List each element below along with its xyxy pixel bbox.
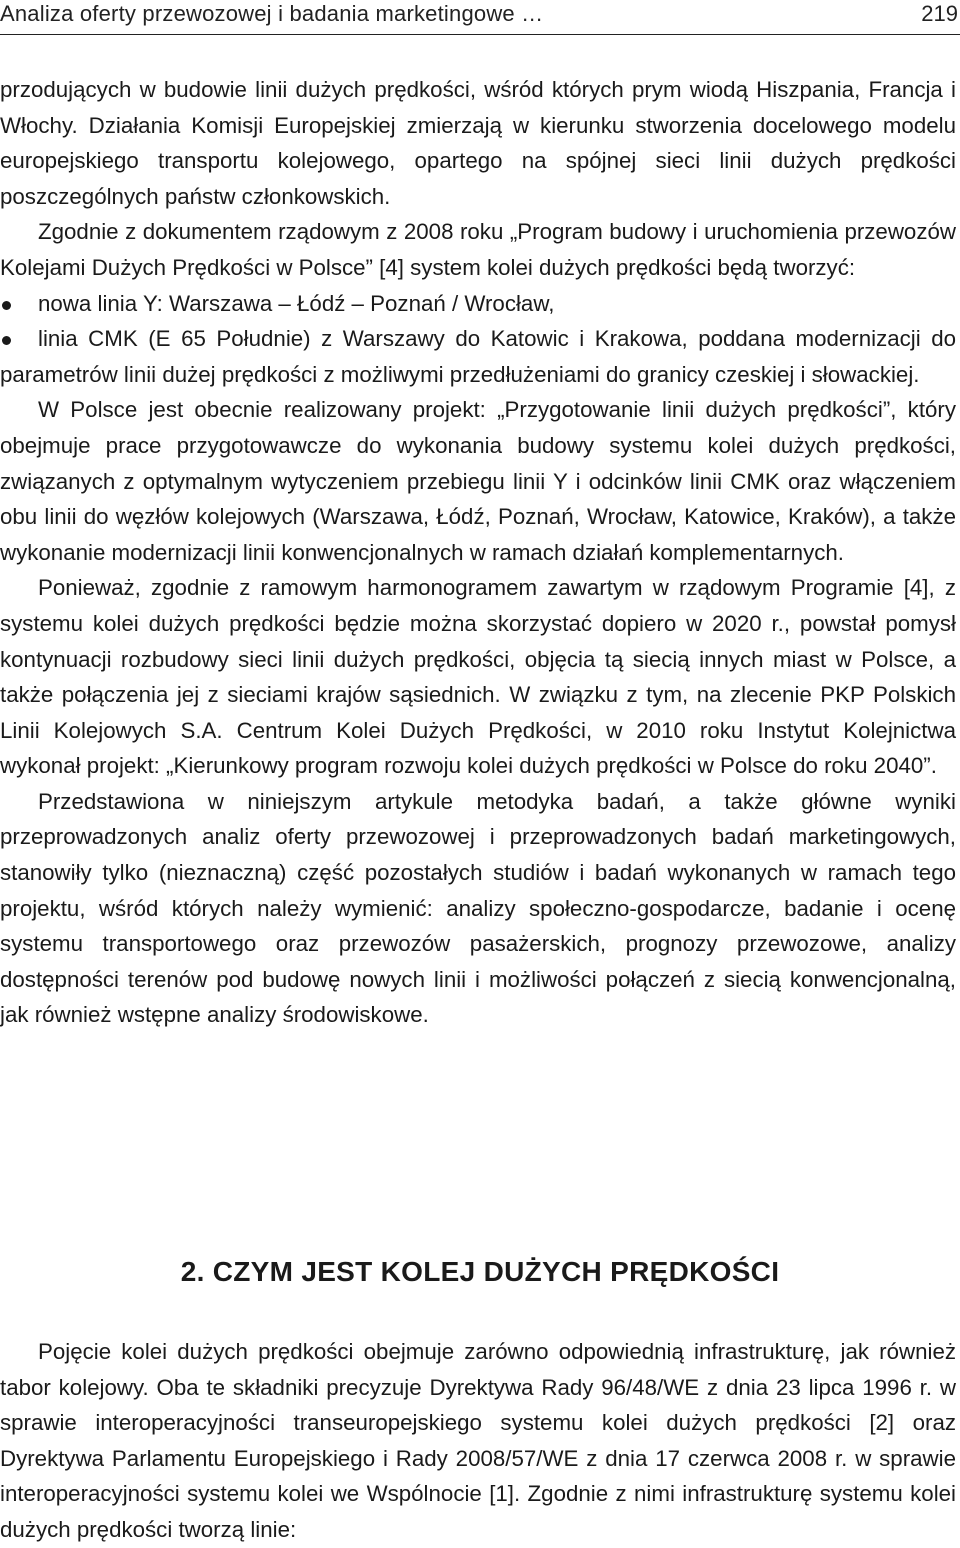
paragraph: Ponieważ, zgodnie z ramowym harmonogramem zawartym w rządowym Programie [4], z systemu kolei dużych prędkości będzie można skorzystać dopiero w 2020 r., powstał pomysł kontynuacji rozbudowy sieci linii dużych prędkości, objęcia tą siecią innych miast w Polsce, a także połączenia jej z sieciami krajów sąsiednich. W związku z tym, na zlecenie PKP Polskich Linii Kolejowych S.A. Centrum Kolei Dużych Prędkości, w 2010 roku Instytut Kolejnictwa wykonał projekt: „Kierunkowy program rozwoju kolei dużych prędkości w Polsce do roku 2040”. (0, 575, 956, 779)
bullet-icon (2, 336, 11, 345)
page-number: 219 (921, 1, 958, 26)
bullet-list (0, 286, 956, 393)
section-heading: 2. CZYM JEST KOLEJ DUŻYCH PRĘDKOŚCI (180, 1256, 780, 1287)
paragraph: Zgodnie z dokumentem rządowym z 2008 roku „Program budowy i uruchomienia przewozów Kolejami Dużych Prędkości w Polsce” [4] system kolei dużych prędkości będą tworzyć: (0, 219, 956, 280)
body-text (0, 72, 956, 1033)
bullet-icon (2, 301, 11, 310)
list-item-text: nowa linia Y: Warszawa – Łódź – Poznań / Wrocław, (38, 290, 555, 316)
section-text (0, 1334, 956, 1548)
running-title: Analiza oferty przewozowej i badania marketingowe … (0, 1, 544, 26)
paragraph: przodujących w budowie linii dużych prędkości, wśród których prym wiodą Hiszpania, Francja i Włochy. Działania Komisji Europejskiej zmierzają w kierunku stworzenia docelowego modelu europejskiego transportu kolejowego, opartego na spójnej sieci linii dużych prędkości poszczególnych państw członkowskich. (0, 77, 956, 209)
running-header (0, 0, 960, 35)
paragraph: W Polsce jest obecnie realizowany projekt: „Przygotowanie linii dużych prędkości”, który obejmuje prace przygotowawcze do wykonania budowy systemu kolei dużych prędkości, związanych z optymalnym wytyczeniem przebiegu linii Y i odcinków linii CMK oraz włączeniem obu linii do węzłów kolejowych (Warszawa, Łódź, Poznań, Wrocław, Katowice, Kraków), a także wykonanie modernizacji linii konwencjonalnych w ramach działań komplementarnych. (0, 397, 956, 565)
list-item-text: linia CMK (E 65 Południe) z Warszawy do Katowic i Krakowa, poddana modernizacji do parametrów linii dużej prędkości z możliwymi przedłużeniami do granicy czeskiej i słowackiej. (0, 326, 956, 387)
paragraph: Przedstawiona w niniejszym artykule metodyka badań, a także główne wyniki przeprowadzonych analiz oferty przewozowej i przeprowadzonych badań marketingowych, stanowiły tylko (nieznaczną) część pozostałych studiów i badań wykonanych w ramach tego projektu, wśród których należy wymienić: analizy społeczno-gospodarcze, badanie i ocenę systemu transportowego oraz przewozów pasażerskich, prognozy przewozowe, analizy dostępności terenów pod budowę nowych linii i możliwości połączeń z siecią konwencjonalną, jak również wstępne analizy środowiskowe. (0, 788, 956, 1028)
paragraph: Pojęcie kolei dużych prędkości obejmuje zarówno odpowiednią infrastrukturę, jak również tabor kolejowy. Oba te składniki precyzuje Dyrektywa Rady 96/48/WE z dnia 23 lipca 1996 r. w sprawie interoperacyjności transeuropejskiego systemu kolei dużych prędkości [2] oraz Dyrektywa Parlamentu Europejskiego i Rady 2008/57/WE z dnia 17 czerwca 2008 r. w sprawie interoperacyjności systemu kolei we Wspólnocie [1]. Zgodnie z nimi infrastrukturę systemu kolei dużych prędkości tworzą linie: (0, 1339, 956, 1542)
list-item (0, 286, 956, 322)
list-item (0, 321, 956, 392)
